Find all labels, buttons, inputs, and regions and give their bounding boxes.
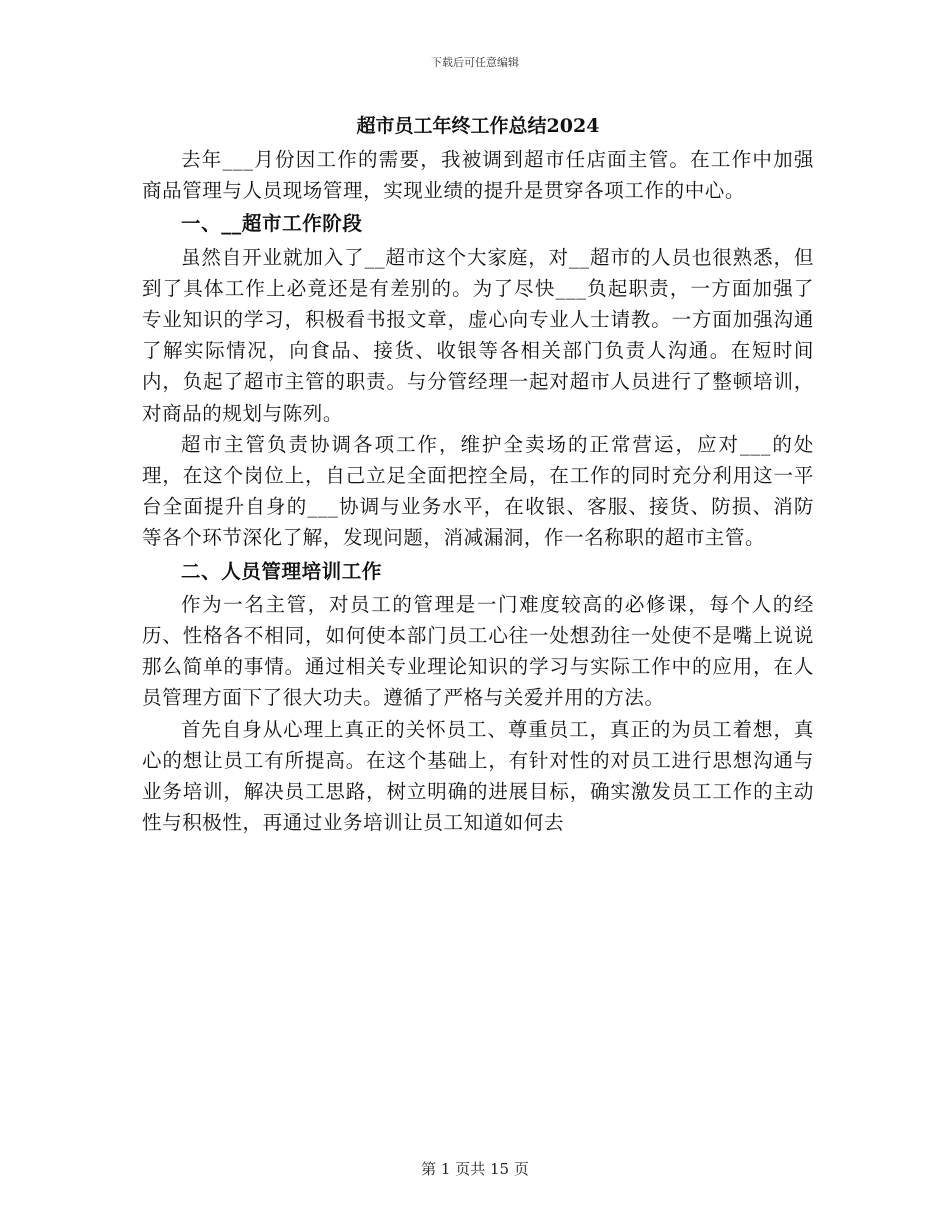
paragraph-section2-a: 作为一名主管，对员工的管理是一门难度较高的必修课，每个人的经历、性格各不相同，如何使本部门员工心往一处想劲往一处使不是嘴上说说那么简单的事情。通过相关专业理论知识的学习与实际工作中的应用，在人员管理方面下了很大功夫。遵循了严格与关爱并用的方法。 — [142, 592, 814, 710]
section-heading-2: 二、人员管理培训工作 — [181, 559, 383, 583]
paragraph-section2-b: 首先自身从心理上真正的关怀员工、尊重员工，真正的为员工着想，真心的想让员工有所提高。在这个基础上，有针对性的对员工进行思想沟通与业务培训，解决员工思路，树立明确的进展目标，确实激发员工工作的主动性与积极性，再通过业务培训让员工知道如何去 — [142, 717, 814, 835]
document-page — [142, 112, 814, 838]
section-heading-1: 一、__超市工作阶段 — [181, 212, 363, 236]
page-number-footer: 第 1 页共 15 页 — [421, 1160, 529, 1178]
paragraph-intro: 去年___月份因工作的需要，我被调到超市任店面主管。在工作中加强商品管理与人员现场管理，实现业绩的提升是贯穿各项工作的中心。 — [142, 148, 814, 203]
page-header-note: 下载后可任意编辑 — [431, 56, 519, 69]
document-title: 超市员工年终工作总结2024 — [356, 115, 600, 137]
paragraph-section1-b: 超市主管负责协调各项工作，维护全卖场的正常营运，应对___的处理，在这个岗位上，自己立足全面把控全局，在工作的同时充分利用这一平台全面提升自身的___协调与业务水平，在收银、客服、接货、防损、消防等各个环节深化了解，发现问题，消减漏洞，作一名称职的超市主管。 — [142, 432, 814, 550]
paragraph-section1-a: 虽然自开业就加入了__超市这个大家庭，对__超市的人员也很熟悉，但到了具体工作上必竟还是有差别的。为了尽快___负起职责，一方面加强了专业知识的学习，积极看书报文章，虚心向专业人士请教。一方面加强沟通了解实际情况，向食品、接货、收银等各相关部门负责人沟通。在短时间内，负起了超市主管的职责。与分管经理一起对超市人员进行了整顿培训，对商品的规划与陈列。 — [142, 245, 814, 425]
